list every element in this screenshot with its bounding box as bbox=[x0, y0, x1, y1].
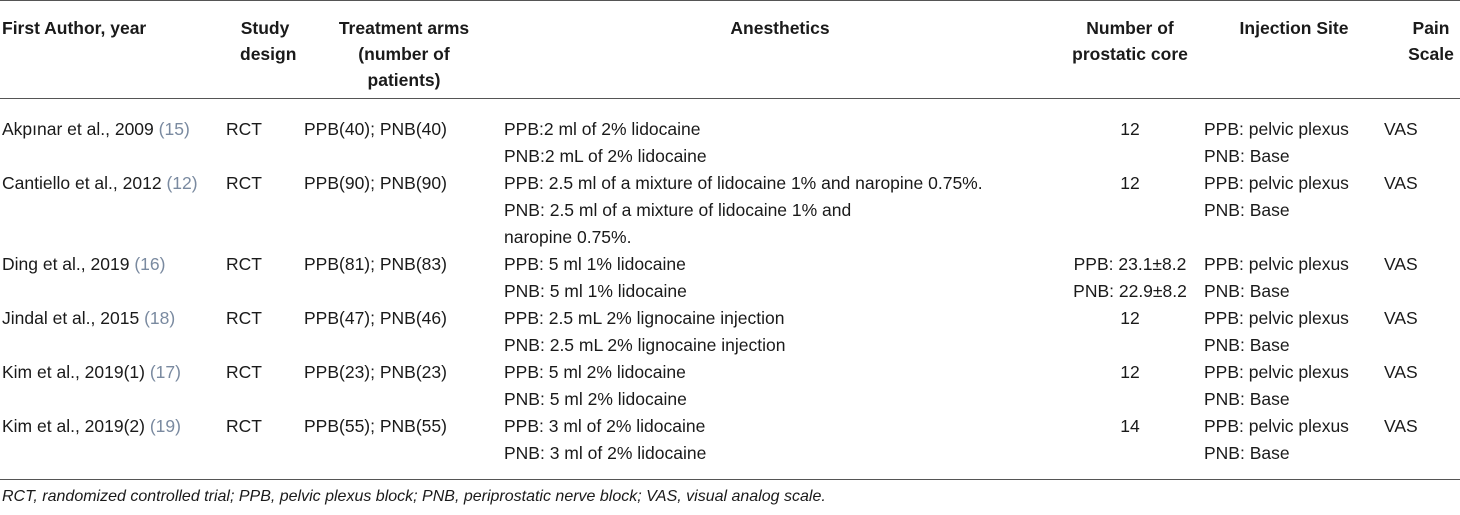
anesthetics-line: PPB: 3 ml of 2% lidocaine bbox=[504, 416, 706, 436]
table-row bbox=[0, 99, 1460, 171]
cell-author bbox=[0, 251, 226, 305]
cell-treatment-arms bbox=[304, 305, 504, 359]
cell-pain-scale bbox=[1384, 251, 1460, 305]
cell-author bbox=[0, 305, 226, 359]
anesthetics-line: PNB: 3 ml of 2% lidocaine bbox=[504, 443, 707, 463]
cell-treatment-arms bbox=[304, 251, 504, 305]
anesthetics-line: PNB: 2.5 mL 2% lignocaine injection bbox=[504, 335, 786, 355]
reference-link: (19) bbox=[149, 416, 181, 436]
cell-pain-scale bbox=[1384, 359, 1460, 413]
study-design: RCT bbox=[226, 119, 262, 139]
injection-site-line: PNB: Base bbox=[1204, 281, 1290, 301]
reference-link: (17) bbox=[149, 362, 181, 382]
anesthetics-line: PNB: 5 ml 2% lidocaine bbox=[504, 389, 687, 409]
cell-author bbox=[0, 359, 226, 413]
cell-study-design bbox=[226, 359, 304, 413]
injection-site-line: PNB: Base bbox=[1204, 200, 1290, 220]
cell-anesthetics bbox=[504, 413, 1056, 480]
header-treatment-arms: Treatment arms (number of patients) bbox=[304, 1, 504, 99]
anesthetics-line: naropine 0.75%. bbox=[504, 227, 632, 247]
anesthetics-line: PPB: 2.5 mL 2% lignocaine injection bbox=[504, 308, 785, 328]
pain-scale: VAS bbox=[1384, 362, 1418, 382]
cell-pain-scale bbox=[1384, 99, 1460, 171]
header-first-author: First Author, year bbox=[0, 1, 226, 99]
injection-site-line: PPB: pelvic plexus bbox=[1204, 173, 1349, 193]
treatment-arms: PPB(40); PNB(40) bbox=[304, 119, 447, 139]
reference-link: (18) bbox=[144, 308, 176, 328]
table-header bbox=[0, 1, 1460, 99]
author-name: Jindal et al., 2015 bbox=[2, 308, 140, 328]
injection-site-line: PNB: Base bbox=[1204, 335, 1290, 355]
anesthetics-line: PNB: 5 ml 1% lidocaine bbox=[504, 281, 687, 301]
cell-injection-site bbox=[1204, 413, 1384, 480]
author-name: Akpınar et al., 2009 bbox=[2, 119, 154, 139]
study-design: RCT bbox=[226, 362, 262, 382]
cell-prostatic-core bbox=[1056, 359, 1204, 413]
table-row bbox=[0, 413, 1460, 480]
prostatic-core-value: 12 bbox=[1120, 308, 1140, 328]
header-injection-site: Injection Site bbox=[1204, 1, 1384, 99]
anesthetics-line: PPB: 5 ml 1% lidocaine bbox=[504, 254, 686, 274]
cell-injection-site bbox=[1204, 305, 1384, 359]
injection-site-line: PPB: pelvic plexus bbox=[1204, 254, 1349, 274]
cell-treatment-arms bbox=[304, 359, 504, 413]
study-design: RCT bbox=[226, 416, 262, 436]
prostatic-core-value: 12 bbox=[1120, 173, 1140, 193]
cell-prostatic-core bbox=[1056, 251, 1204, 305]
header-anesthetics: Anesthetics bbox=[504, 1, 1056, 99]
cell-study-design bbox=[226, 305, 304, 359]
injection-site-line: PPB: pelvic plexus bbox=[1204, 416, 1349, 436]
reference-link: (12) bbox=[166, 173, 198, 193]
prostatic-core-value: PNB: 22.9±8.2 bbox=[1073, 281, 1187, 301]
cell-pain-scale bbox=[1384, 170, 1460, 251]
prostatic-core-value: PPB: 23.1±8.2 bbox=[1073, 254, 1187, 274]
cell-study-design bbox=[226, 413, 304, 480]
prostatic-core-value: 12 bbox=[1120, 119, 1140, 139]
cell-injection-site bbox=[1204, 359, 1384, 413]
table-row bbox=[0, 305, 1460, 359]
cell-study-design bbox=[226, 170, 304, 251]
cell-author bbox=[0, 99, 226, 171]
cell-prostatic-core bbox=[1056, 413, 1204, 480]
treatment-arms: PPB(81); PNB(83) bbox=[304, 254, 447, 274]
cell-treatment-arms bbox=[304, 99, 504, 171]
injection-site-line: PNB: Base bbox=[1204, 443, 1290, 463]
pain-scale: VAS bbox=[1384, 173, 1418, 193]
cell-anesthetics bbox=[504, 305, 1056, 359]
header-study-design: Study design bbox=[226, 1, 304, 99]
cell-prostatic-core bbox=[1056, 170, 1204, 251]
cell-author bbox=[0, 413, 226, 480]
cell-prostatic-core bbox=[1056, 305, 1204, 359]
injection-site-line: PPB: pelvic plexus bbox=[1204, 119, 1349, 139]
cell-prostatic-core bbox=[1056, 99, 1204, 171]
study-design: RCT bbox=[226, 308, 262, 328]
author-name: Kim et al., 2019(1) bbox=[2, 362, 145, 382]
anesthetics-line: PPB:2 ml of 2% lidocaine bbox=[504, 119, 701, 139]
author-name: Ding et al., 2019 bbox=[2, 254, 130, 274]
injection-site-line: PNB: Base bbox=[1204, 146, 1290, 166]
study-design: RCT bbox=[226, 173, 262, 193]
author-name: Cantiello et al., 2012 bbox=[2, 173, 162, 193]
cell-anesthetics bbox=[504, 359, 1056, 413]
table-footnote: RCT, randomized controlled trial; PPB, pelvic plexus block; PNB, periprostatic nerve block; VAS, visual analog scale. bbox=[2, 488, 826, 505]
cell-anesthetics bbox=[504, 170, 1056, 251]
anesthetics-line: PNB:2 mL of 2% lidocaine bbox=[504, 146, 707, 166]
reference-link: (15) bbox=[158, 119, 190, 139]
cell-anesthetics bbox=[504, 99, 1056, 171]
reference-link: (16) bbox=[134, 254, 166, 274]
table-row bbox=[0, 359, 1460, 413]
treatment-arms: PPB(55); PNB(55) bbox=[304, 416, 447, 436]
treatment-arms: PPB(23); PNB(23) bbox=[304, 362, 447, 382]
cell-pain-scale bbox=[1384, 413, 1460, 480]
cell-injection-site bbox=[1204, 251, 1384, 305]
injection-site-line: PPB: pelvic plexus bbox=[1204, 362, 1349, 382]
table-body bbox=[0, 99, 1460, 480]
treatment-arms: PPB(47); PNB(46) bbox=[304, 308, 447, 328]
table-row bbox=[0, 170, 1460, 251]
anesthetics-line: PNB: 2.5 ml of a mixture of lidocaine 1% and bbox=[504, 200, 852, 220]
anesthetics-line: PPB: 5 ml 2% lidocaine bbox=[504, 362, 686, 382]
header-prostatic-core: Number of prostatic core bbox=[1056, 1, 1204, 99]
cell-treatment-arms bbox=[304, 170, 504, 251]
cell-injection-site bbox=[1204, 99, 1384, 171]
cell-anesthetics bbox=[504, 251, 1056, 305]
treatment-arms: PPB(90); PNB(90) bbox=[304, 173, 447, 193]
cell-study-design bbox=[226, 251, 304, 305]
pain-scale: VAS bbox=[1384, 119, 1418, 139]
cell-study-design bbox=[226, 99, 304, 171]
anesthetics-line: PPB: 2.5 ml of a mixture of lidocaine 1% and naropine 0.75%. bbox=[504, 173, 983, 193]
study-design: RCT bbox=[226, 254, 262, 274]
prostatic-core-value: 14 bbox=[1120, 416, 1140, 436]
pain-scale: VAS bbox=[1384, 308, 1418, 328]
prostatic-core-value: 12 bbox=[1120, 362, 1140, 382]
header-pain-scale: Pain Scale bbox=[1384, 1, 1460, 99]
cell-injection-site bbox=[1204, 170, 1384, 251]
pain-scale: VAS bbox=[1384, 254, 1418, 274]
cell-pain-scale bbox=[1384, 305, 1460, 359]
cell-treatment-arms bbox=[304, 413, 504, 480]
injection-site-line: PNB: Base bbox=[1204, 389, 1290, 409]
injection-site-line: PPB: pelvic plexus bbox=[1204, 308, 1349, 328]
table-row bbox=[0, 251, 1460, 305]
pain-scale: VAS bbox=[1384, 416, 1418, 436]
cell-author bbox=[0, 170, 226, 251]
author-name: Kim et al., 2019(2) bbox=[2, 416, 145, 436]
